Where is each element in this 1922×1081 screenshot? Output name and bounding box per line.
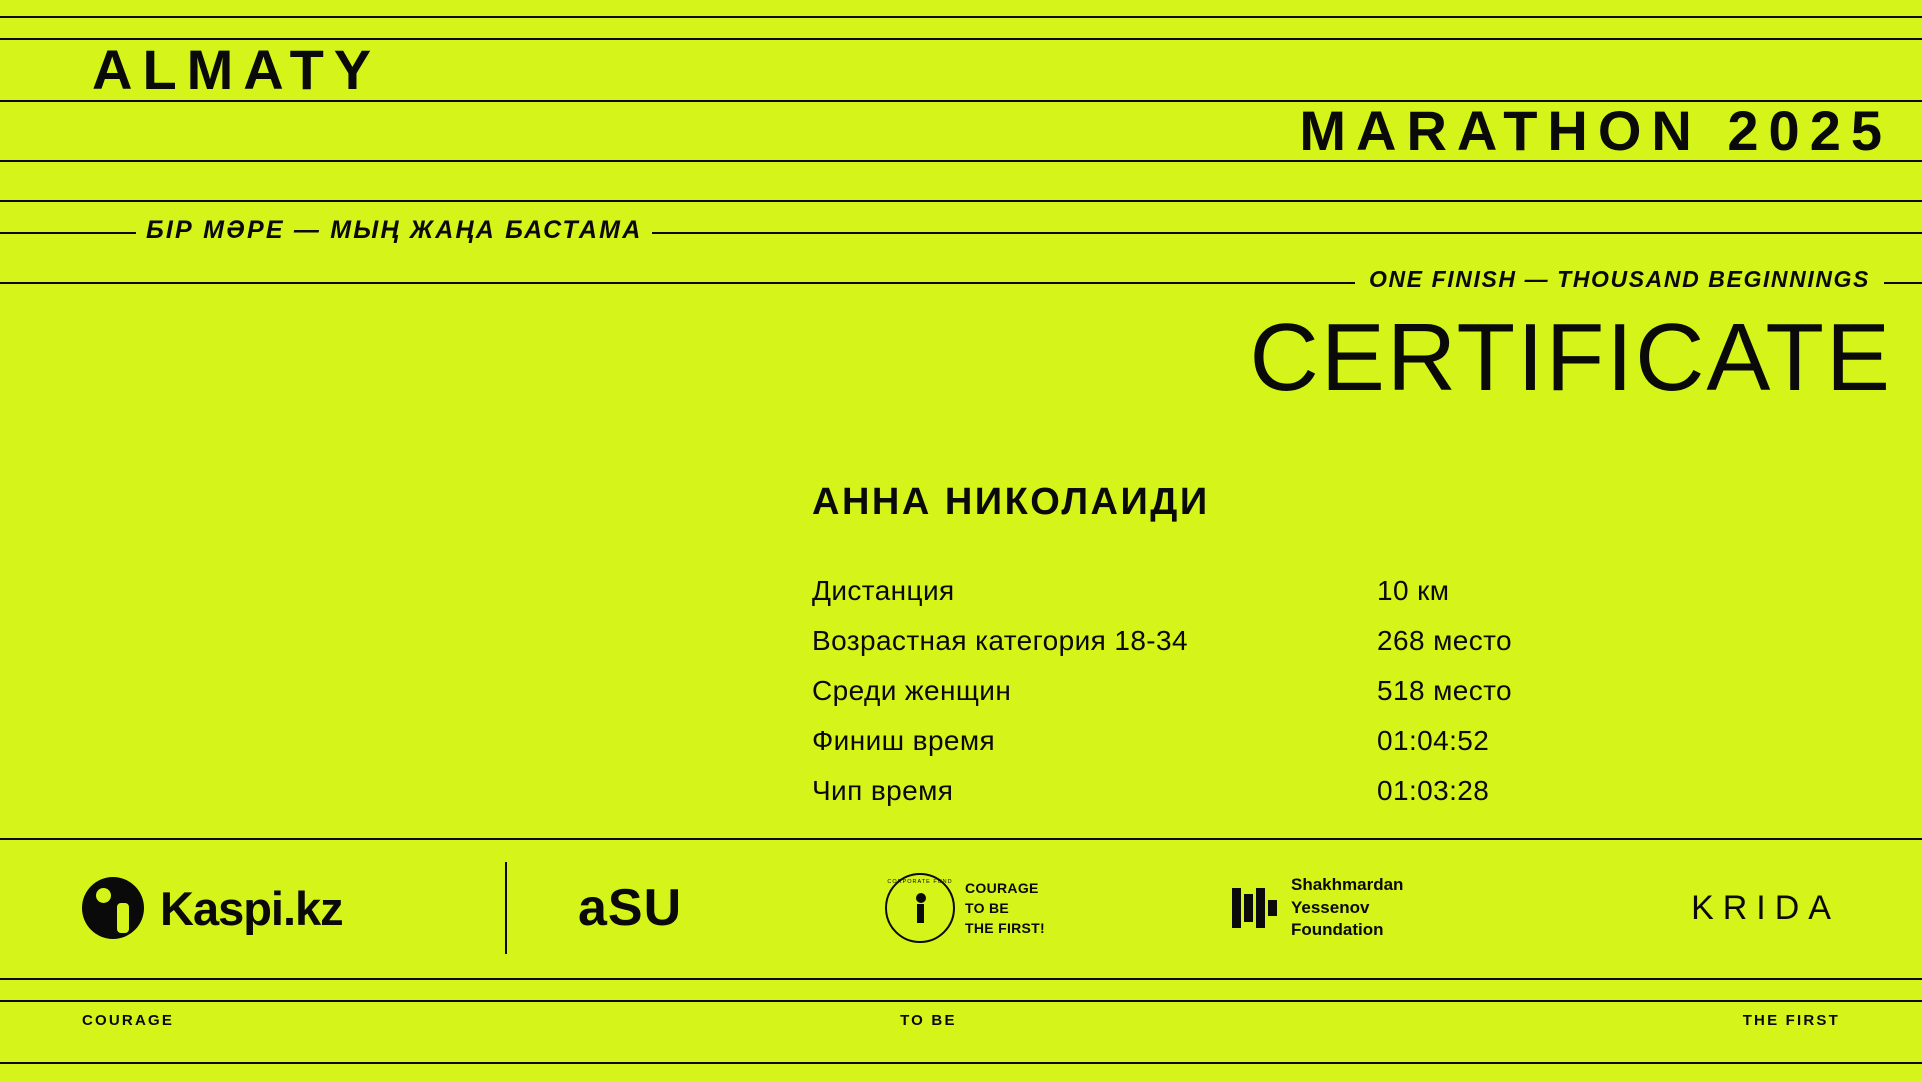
kaspi-wordmark: Kaspi.kz [160, 881, 343, 935]
sponsor-courage-fund [885, 873, 1045, 943]
sponsor-krida: KRIDA [1691, 888, 1840, 927]
footer-right: THE FIRST [1742, 1012, 1840, 1029]
sponsor-divider [505, 862, 507, 954]
divider-line-5 [0, 200, 1922, 202]
yessenov-logo-icon [1232, 888, 1277, 928]
courage-fund-ring-text: CORPORATE FUND [887, 879, 953, 885]
yessenov-line-1: Shakhmardan [1291, 874, 1404, 894]
courage-line-3: THE FIRST! [965, 920, 1045, 937]
person-icon [914, 893, 927, 923]
results-table [812, 575, 1592, 825]
footer [0, 1012, 1922, 1029]
courage-line-2: TO BE [965, 899, 1010, 916]
kaspi-logo-icon [82, 877, 144, 939]
slogan-kazakh: БІР МӘРЕ — МЫҢ ЖАҢА БАСТАМА [136, 218, 652, 243]
participant-name: АННА НИКОЛАИДИ [812, 481, 1210, 523]
result-label: Возрастная категория 18-34 [812, 625, 1188, 656]
divider-line-9 [0, 978, 1922, 980]
courage-fund-wordmark [965, 878, 1045, 939]
event-title: MARATHON 2025 [1299, 99, 1892, 162]
divider-line-10 [0, 1000, 1922, 1002]
result-label: Финиш время [812, 725, 996, 756]
table-row [812, 725, 1592, 775]
table-row [812, 575, 1592, 625]
city-title: ALMATY [92, 38, 382, 101]
result-label: Среди женщин [812, 675, 1012, 706]
result-value: 268 место [1377, 625, 1513, 656]
courage-line-1: COURAGE [965, 879, 1039, 896]
page-title: CERTIFICATE [1249, 304, 1892, 411]
courage-fund-logo-icon [885, 873, 955, 943]
slogan-english: ONE FINISH — THOUSAND BEGINNINGS [1355, 268, 1884, 291]
footer-left: COURAGE [82, 1012, 175, 1029]
result-value: 518 место [1377, 675, 1513, 706]
table-row [812, 675, 1592, 725]
result-value: 01:04:52 [1377, 725, 1490, 756]
sponsor-shakhmardan-yessenov [1232, 874, 1403, 943]
result-label: Дистанция [812, 575, 955, 606]
yessenov-line-2: Yessenov [1291, 897, 1370, 917]
sponsor-asu: aSU [578, 879, 683, 937]
divider-line-11 [0, 1062, 1922, 1064]
result-value: 01:03:28 [1377, 775, 1490, 806]
sponsor-kaspi [82, 877, 343, 939]
divider-line-1 [0, 16, 1922, 18]
sponsor-bar [0, 838, 1922, 978]
footer-center: TO BE [900, 1012, 957, 1029]
table-row [812, 625, 1592, 675]
result-label: Чип время [812, 775, 954, 806]
yessenov-wordmark [1291, 874, 1403, 943]
table-row [812, 775, 1592, 825]
result-value: 10 км [1377, 575, 1450, 606]
yessenov-line-3: Foundation [1291, 920, 1384, 940]
